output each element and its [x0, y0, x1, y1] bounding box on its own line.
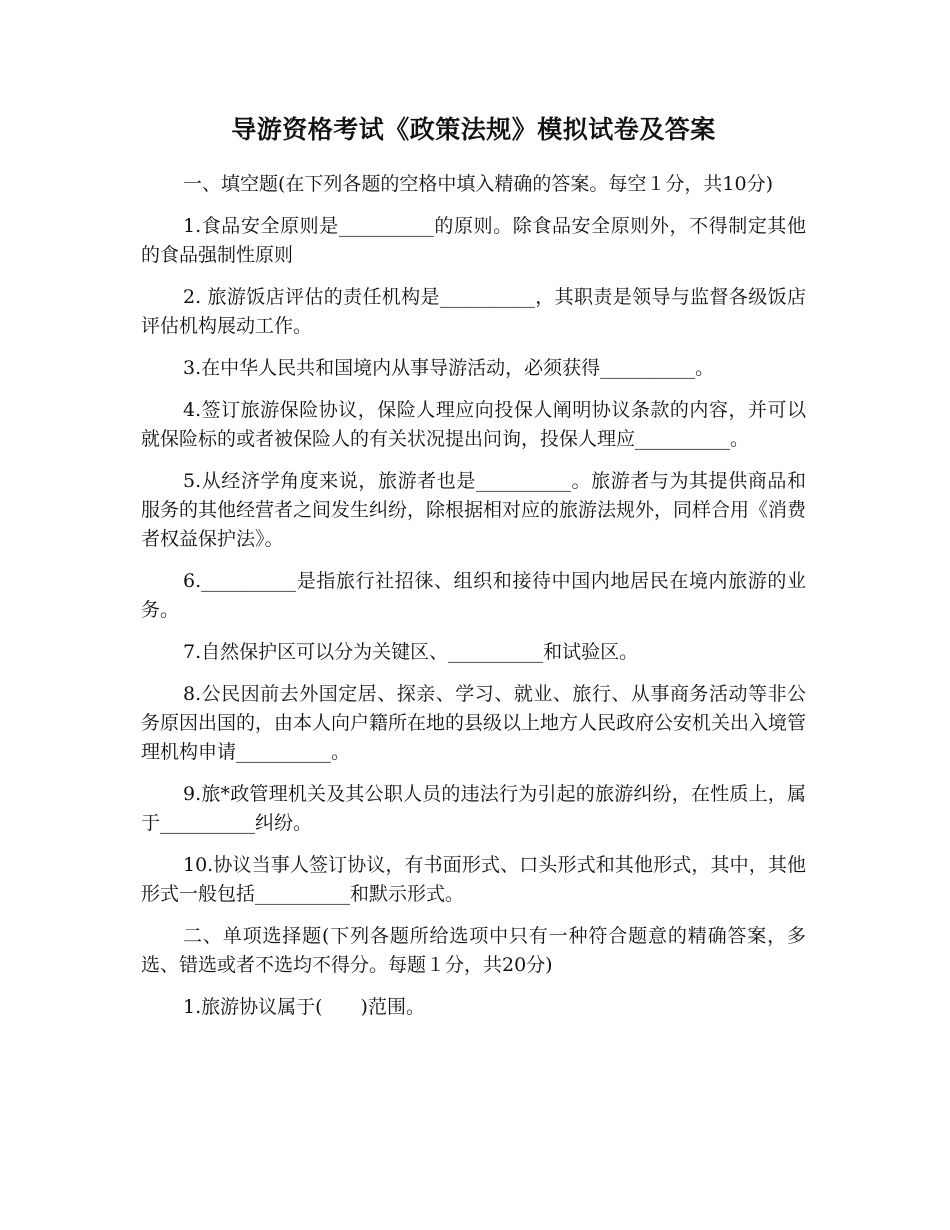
choice-question-1: 1.旅游协议属于( )范围。 — [183, 996, 425, 1018]
section-heading-single-choice: 二、单项选择题(下列各题所给选项中只有一种符合题意的精确答案，多选、错选或者不选均不得分。每题１分，共20分) — [141, 925, 806, 976]
question-9: 9.旅*政管理机关及其公职人员的违法行为引起的旅游纠纷，在性质上，属于__________纠纷。 — [141, 783, 806, 834]
question-7: 7.自然保护区可以分为关键区、__________和试验区。 — [183, 641, 639, 663]
question-5: 5.从经济学角度来说，旅游者也是__________。旅游者与为其提供商品和服务的其他经营者之间发生纠纷，除根据相对应的旅游法规外，同样合用《消费者权益保护法》。 — [141, 470, 807, 550]
document-title: 导游资格考试《政策法规》模拟试卷及答案 — [231, 115, 716, 144]
section-heading-fill-in-blank: 一、填空题(在下列各题的空格中填入精确的答案。每空１分，共10分) — [183, 173, 774, 195]
question-1: 1.食品安全原则是__________的原则。除食品安全原则外，不得制定其他的食品强制性原则 — [141, 215, 806, 266]
question-3: 3.在中华人民共和国境内从事导游活动，必须获得__________。 — [183, 357, 715, 379]
question-10: 10.协议当事人签订协议，有书面形式、口头形式和其他形式，其中，其他形式一般包括__________和默示形式。 — [141, 854, 806, 905]
question-6: 6.__________是指旅行社招徕、组织和接待中国内地居民在境内旅游的业务。 — [141, 570, 806, 621]
document-page — [141, 110, 806, 1035]
question-2: 2. 旅游饭店评估的责任机构是__________，其职责是领导与监督各级饭店评估机构展动工作。 — [141, 286, 806, 337]
question-4: 4.签订旅游保险协议，保险人理应向投保人阐明协议条款的内容，并可以就保险标的或者被保险人的有关状况提出问询，投保人理应__________。 — [141, 399, 806, 450]
question-8: 8.公民因前去外国定居、探亲、学习、就业、旅行、从事商务活动等非公务原因出国的，由本人向户籍所在地的县级以上地方人民政府公安机关出入境管理机构申请__________。 — [141, 683, 807, 763]
